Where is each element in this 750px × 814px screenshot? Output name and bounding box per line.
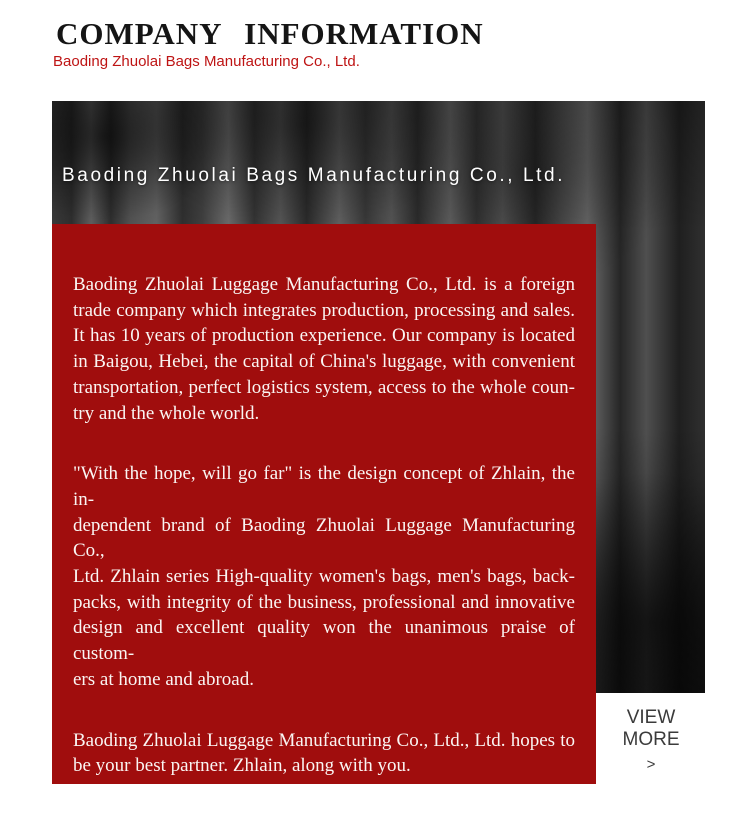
paragraph-line: dependent brand of Baoding Zhuolai Luggage Manufacturing Co.,: [73, 514, 575, 562]
description-paragraph: [73, 272, 575, 426]
header-subtitle: Baoding Zhuolai Bags Manufacturing Co., Ltd.: [53, 53, 360, 70]
view-more-label: MORE: [622, 729, 680, 750]
company-name-heading: Baoding Zhuolai Bags Manufacturing Co., Ltd.: [62, 165, 566, 186]
paragraph-line: be your best partner. Zhlain, along with you.: [73, 755, 411, 777]
paragraph-line: trade company which integrates production, processing and sales.: [73, 299, 575, 321]
paragraph-line: Baoding Zhuolai Luggage Manufacturing Co., Ltd., Ltd. hopes to: [73, 729, 575, 751]
company-description-box: [52, 224, 596, 784]
description-paragraph: [73, 728, 575, 779]
description-paragraph: [73, 461, 575, 692]
paragraph-line: "With the hope, will go far" is the design concept of Zhlain, the in-: [73, 463, 575, 510]
view-more-link[interactable]: [596, 707, 706, 774]
chevron-right-icon: >: [646, 756, 656, 773]
view-more-label: VIEW: [626, 707, 676, 728]
paragraph-line: ers at home and abroad.: [73, 668, 254, 690]
paragraph-line: in Baigou, Hebei, the capital of China's luggage, with convenient: [73, 351, 575, 373]
paragraph-line: transportation, perfect logistics system, access to the whole coun-: [73, 376, 575, 398]
company-hero-block: [0, 101, 750, 814]
paragraph-line: try and the whole world.: [73, 402, 260, 424]
page-title: COMPANY INFORMATION: [56, 16, 484, 51]
paragraph-line: design and excellent quality won the unanimous praise of custom-: [73, 617, 575, 665]
paragraph-line: It has 10 years of production experience. Our company is located: [73, 325, 575, 347]
paragraph-line: Ltd. Zhlain series High-quality women's bags, men's bags, back-: [73, 566, 575, 588]
paragraph-line: packs, with integrity of the business, professional and innovative: [73, 591, 575, 613]
paragraph-line: Baoding Zhuolai Luggage Manufacturing Co., Ltd. is a foreign: [73, 274, 575, 295]
